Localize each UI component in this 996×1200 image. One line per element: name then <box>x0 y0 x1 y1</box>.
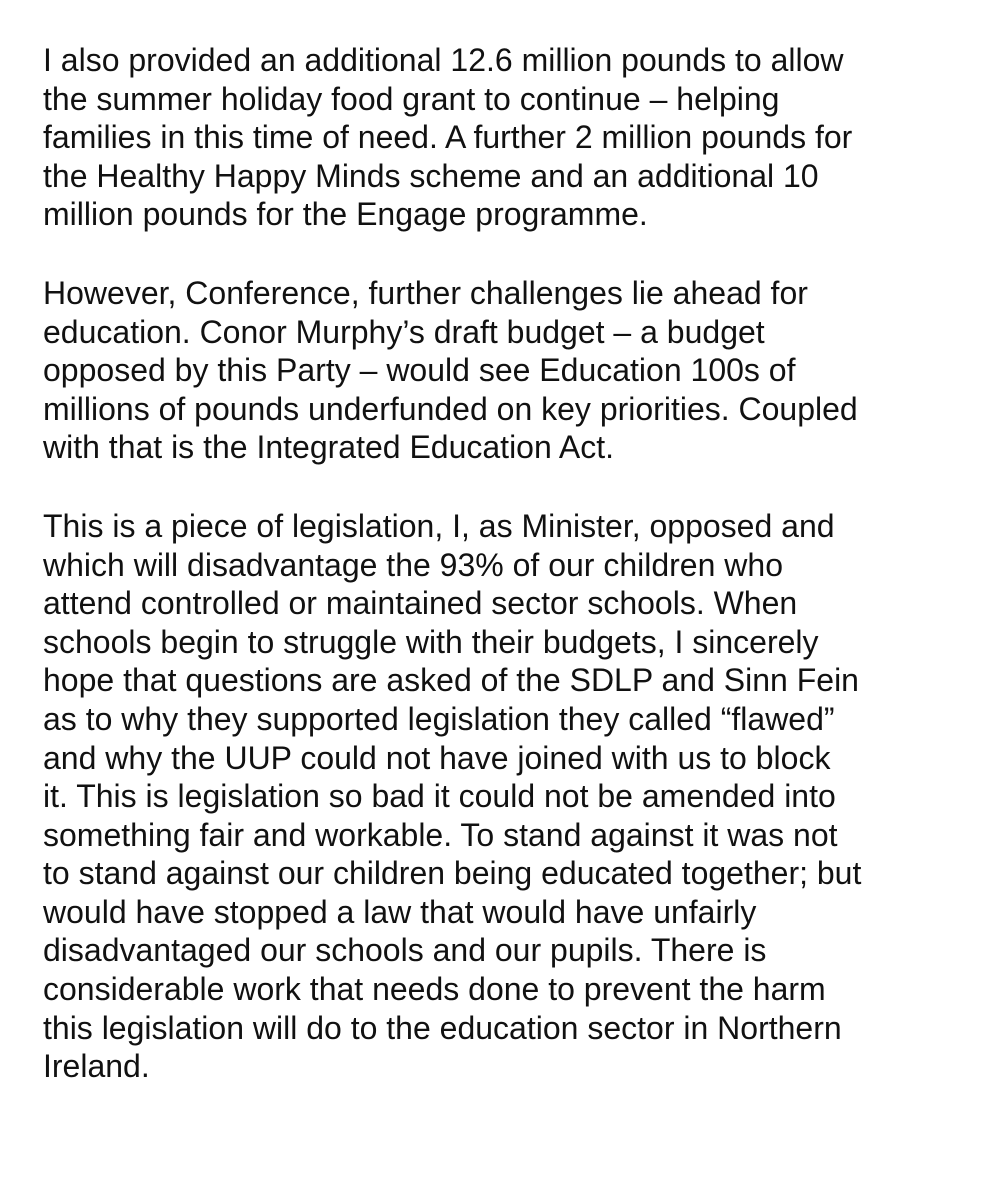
text-line: considerable work that needs done to prevent the harm <box>43 971 826 1008</box>
text-line: the Healthy Happy Minds scheme and an additional 10 <box>43 157 819 194</box>
text-line: this legislation will do to the education sector in Northern <box>43 1009 842 1046</box>
text-line: This is a piece of legislation, I, as Minister, opposed and <box>43 507 835 544</box>
text-line: education. Conor Murphy’s draft budget – a budget <box>43 313 765 350</box>
text-line: the summer holiday food grant to continue – helping <box>43 80 780 117</box>
text-line: attend controlled or maintained sector schools. When <box>43 585 798 622</box>
text-line: with that is the Integrated Education Act. <box>43 429 615 466</box>
text-line: disadvantaged our schools and our pupils. There is <box>43 932 767 969</box>
paragraph-funding <box>43 41 973 234</box>
text-line: as to why they supported legislation they called “flawed” <box>43 700 835 737</box>
text-line: to stand against our children being educated together; but <box>43 855 862 892</box>
text-line: which will disadvantage the 93% of our children who <box>43 546 783 583</box>
text-line: families in this time of need. A further 2 million pounds for <box>43 119 853 156</box>
text-line: million pounds for the Engage programme. <box>43 196 648 233</box>
document-body <box>43 41 973 1086</box>
paragraph-legislation <box>43 507 973 1086</box>
text-line: hope that questions are asked of the SDLP and Sinn Fein <box>43 662 859 699</box>
text-line: opposed by this Party – would see Education 100s of <box>43 352 796 389</box>
text-line: and why the UUP could not have joined with us to block <box>43 739 831 776</box>
text-line: something fair and workable. To stand against it was not <box>43 816 838 853</box>
text-line: Ireland. <box>43 1048 150 1085</box>
text-line: millions of pounds underfunded on key priorities. Coupled <box>43 390 858 427</box>
text-line: I also provided an additional 12.6 million pounds to allow <box>43 42 844 78</box>
text-line: schools begin to struggle with their budgets, I sincerely <box>43 623 819 660</box>
text-line: it. This is legislation so bad it could not be amended into <box>43 778 836 815</box>
paragraph-challenges <box>43 274 973 467</box>
text-line: would have stopped a law that would have unfairly <box>43 893 757 930</box>
text-line: However, Conference, further challenges lie ahead for <box>43 274 808 311</box>
